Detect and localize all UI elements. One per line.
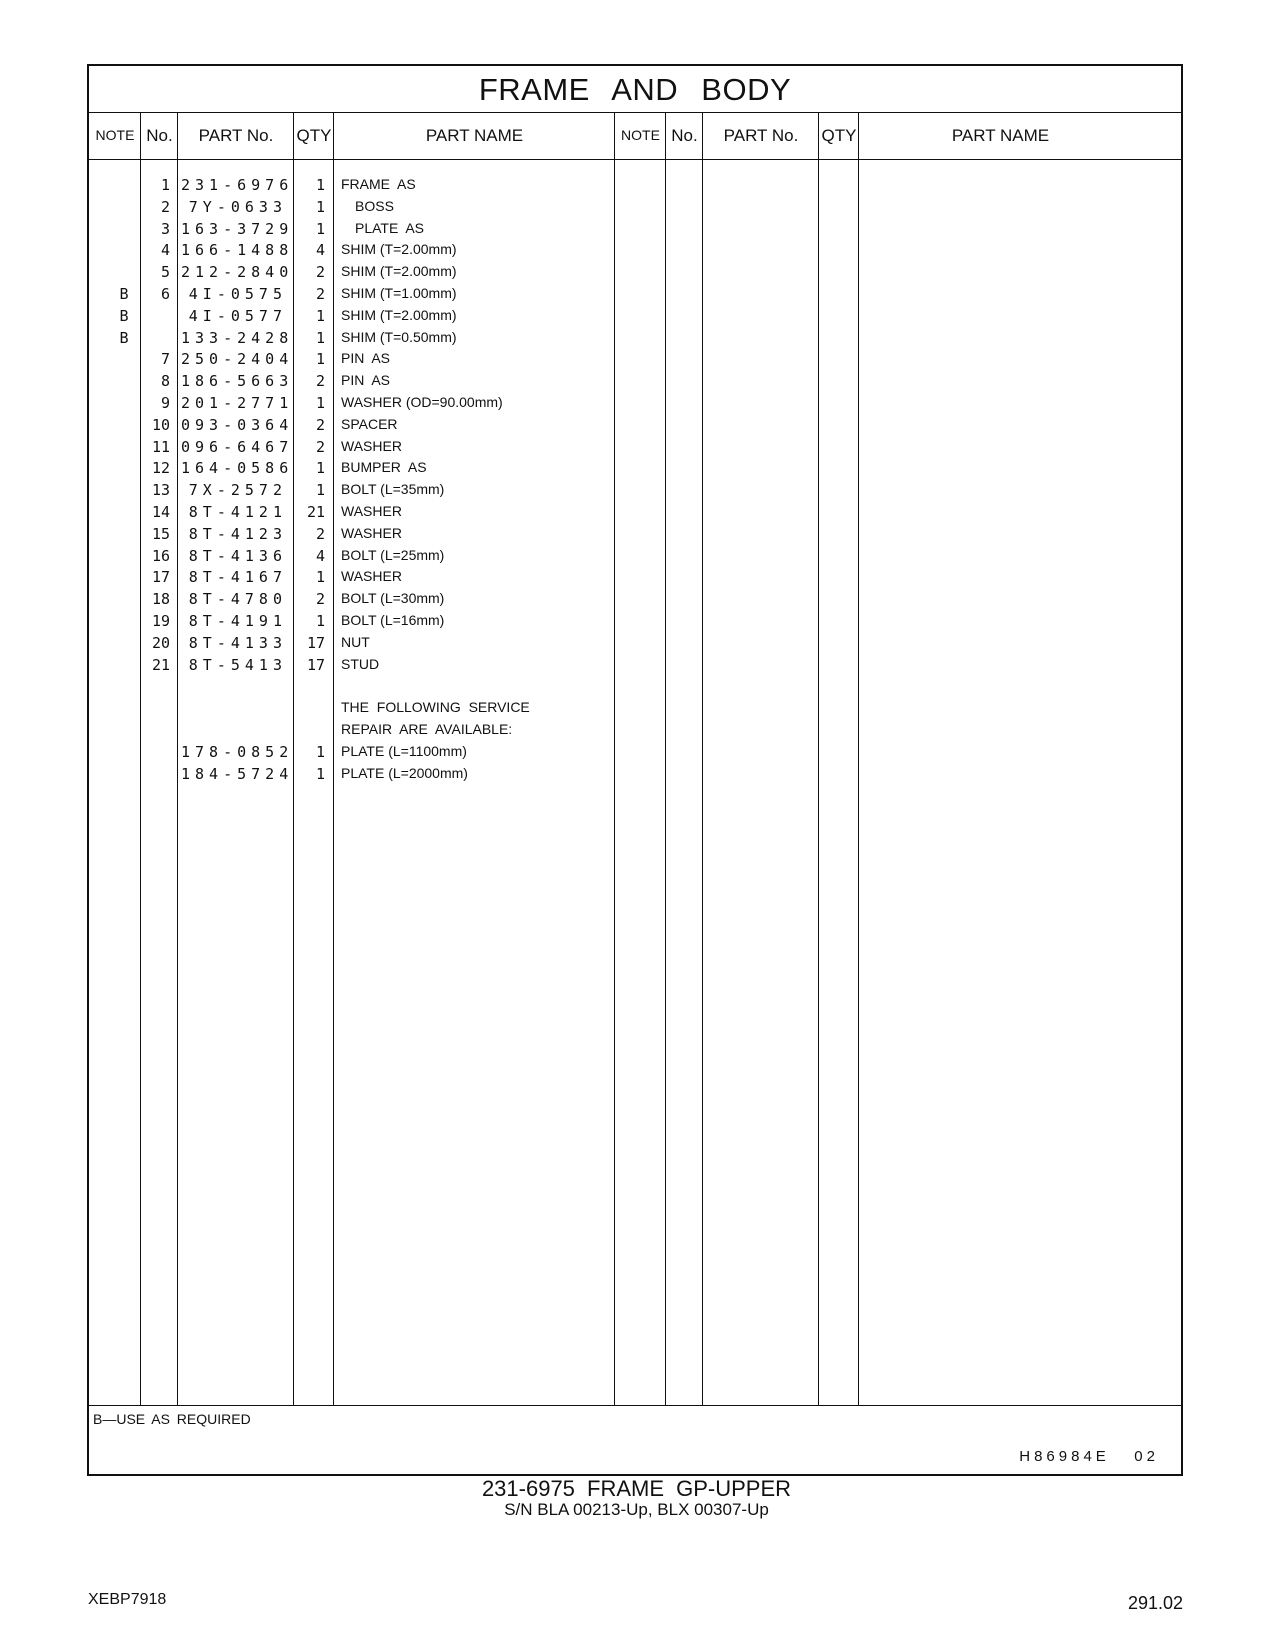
item-number: 8 <box>160 372 170 391</box>
part-number: 231-6976 <box>181 176 294 194</box>
table-row <box>89 588 649 610</box>
part-name: SHIM (T=2.00mm) <box>341 306 457 323</box>
item-number: 19 <box>151 612 170 630</box>
table-row <box>89 436 649 458</box>
table-row <box>89 261 649 283</box>
part-name: BOLT (L=25mm) <box>341 546 445 563</box>
item-number: 2 <box>160 197 170 216</box>
part-name: PLATE (L=2000mm) <box>341 764 468 781</box>
item-number: 13 <box>151 481 170 500</box>
item-number: 17 <box>151 568 170 587</box>
quantity: 2 <box>315 285 325 303</box>
header-qty: QTY <box>296 126 332 145</box>
table-row <box>89 370 649 392</box>
table-title: FRAME AND BODY <box>89 66 1181 113</box>
part-name: WASHER (OD=90.00mm) <box>341 394 503 410</box>
part-name: REPAIR ARE AVAILABLE: <box>341 721 513 737</box>
group-caption: 231-6975 FRAME GP-UPPER <box>481 1476 792 1501</box>
publication-number: XEBP7918 <box>88 1591 167 1608</box>
part-number: 184-5724 <box>181 764 294 783</box>
quantity: 2 <box>315 524 325 543</box>
quantity: 1 <box>315 481 325 500</box>
quantity: 2 <box>315 590 325 609</box>
part-name: PLATE (L=1100mm) <box>341 742 467 759</box>
header-part-name: PART NAME <box>425 126 524 145</box>
quantity: 4 <box>315 241 325 260</box>
header-no: No. <box>146 126 173 145</box>
quantity: 1 <box>315 197 325 216</box>
part-name: SPACER <box>341 415 398 432</box>
note-cell: B <box>119 285 129 303</box>
part-name: SHIM (T=2.00mm) <box>341 263 457 280</box>
quantity: 2 <box>315 263 325 282</box>
table-row <box>89 218 649 240</box>
note-cell: B <box>119 306 129 325</box>
quantity: 1 <box>315 350 325 369</box>
table-row <box>89 479 649 501</box>
table-header <box>89 112 1181 160</box>
quantity: 1 <box>315 764 325 783</box>
note-cell: B <box>119 328 129 347</box>
header-note: NOTE <box>95 127 135 143</box>
quantity: 2 <box>315 372 325 391</box>
table-row <box>89 457 649 479</box>
item-number: 15 <box>151 524 170 543</box>
part-number: 7Y-0633 <box>188 197 287 216</box>
serial-range: S/N BLA 00213-Up, BLX 00307-Up <box>504 1500 769 1519</box>
parts-table <box>87 64 1183 1476</box>
part-name: BUMPER AS <box>341 459 427 476</box>
table-row <box>89 283 649 305</box>
part-name: SHIM (T=1.00mm) <box>341 285 457 301</box>
part-name: BOSS <box>355 197 394 214</box>
part-name: THE FOLLOWING SERVICE <box>341 699 530 716</box>
table-row <box>89 501 649 523</box>
part-number: 8T-4191 <box>188 612 287 630</box>
item-number: 9 <box>160 394 170 412</box>
part-number: 8T-4167 <box>188 568 287 587</box>
column-divider <box>818 112 819 1405</box>
part-name: PIN AS <box>341 350 391 367</box>
table-row <box>89 348 649 370</box>
part-number: 178-0852 <box>181 742 294 761</box>
part-number: 166-1488 <box>181 241 294 260</box>
item-number: 21 <box>151 655 170 674</box>
item-number: 16 <box>151 546 170 565</box>
part-number: 8T-4133 <box>188 633 287 652</box>
item-number: 4 <box>160 241 170 260</box>
quantity: 1 <box>315 219 325 238</box>
item-number: 7 <box>160 350 170 369</box>
quantity: 2 <box>315 415 325 434</box>
part-number: 163-3729 <box>181 219 294 238</box>
part-name: STUD <box>341 655 380 672</box>
table-row <box>89 545 649 567</box>
part-number: 201-2771 <box>181 394 294 412</box>
footnote: B—USE AS REQUIRED <box>93 1411 251 1427</box>
part-number: 8T-4123 <box>188 524 287 543</box>
quantity: 2 <box>315 437 325 456</box>
table-row <box>89 196 649 218</box>
part-name: BOLT (L=35mm) <box>341 481 445 498</box>
part-number: 096-6467 <box>181 437 294 456</box>
column-divider <box>665 112 666 1405</box>
part-name: SHIM (T=2.00mm) <box>341 241 457 258</box>
part-number: 4I-0577 <box>188 306 287 325</box>
part-name: BOLT (L=30mm) <box>341 590 445 607</box>
item-number: 20 <box>151 633 170 652</box>
quantity: 17 <box>306 655 325 674</box>
part-number: 8T-5413 <box>188 655 287 674</box>
header-part-name-right: PART NAME <box>951 126 1050 145</box>
part-name: PLATE AS <box>355 219 424 236</box>
table-row <box>89 610 649 632</box>
table-row <box>89 414 649 436</box>
quantity: 17 <box>306 633 325 652</box>
item-number: 14 <box>151 503 170 521</box>
table-row <box>89 675 649 697</box>
table-row <box>89 523 649 545</box>
table-row <box>89 763 649 785</box>
part-number: 186-5663 <box>181 372 294 391</box>
quantity: 1 <box>315 742 325 761</box>
table-row <box>89 741 649 763</box>
part-number: 212-2840 <box>181 263 294 282</box>
part-name: BOLT (L=16mm) <box>341 612 445 628</box>
table-row <box>89 566 649 588</box>
part-number: 7X-2572 <box>188 481 287 500</box>
header-part-no: PART No. <box>198 126 274 145</box>
item-number: 3 <box>160 219 170 238</box>
drawing-code: H86984E 02 <box>1019 1448 1159 1465</box>
header-no-right: No. <box>671 126 698 145</box>
part-name: WASHER <box>341 524 402 541</box>
quantity: 1 <box>315 612 325 630</box>
table-row <box>89 632 649 654</box>
part-name: FRAME AS <box>341 176 416 192</box>
quantity: 1 <box>315 459 325 478</box>
part-number: 133-2428 <box>181 328 294 347</box>
part-name: WASHER <box>341 503 402 519</box>
item-number: 18 <box>151 590 170 609</box>
part-number: 093-0364 <box>181 415 294 434</box>
part-number: 8T-4136 <box>188 546 287 565</box>
quantity: 1 <box>315 568 325 587</box>
quantity: 1 <box>315 328 325 347</box>
table-row <box>89 392 649 414</box>
part-name: NUT <box>341 633 370 650</box>
item-number: 1 <box>160 176 170 194</box>
table-row <box>89 305 649 327</box>
item-number: 12 <box>151 459 170 478</box>
quantity: 1 <box>315 176 325 194</box>
table-row <box>89 697 649 719</box>
part-name: PIN AS <box>341 372 391 389</box>
part-number: 164-0586 <box>181 459 294 478</box>
quantity: 4 <box>315 546 325 565</box>
page-number: 291.02 <box>1127 1593 1183 1613</box>
header-part-no-right: PART No. <box>723 126 799 145</box>
item-number: 10 <box>151 415 170 434</box>
part-name: WASHER <box>341 568 402 585</box>
table-row <box>89 719 649 741</box>
table-row <box>89 327 649 349</box>
item-number: 6 <box>160 285 170 303</box>
item-number: 11 <box>151 437 170 456</box>
item-number: 5 <box>160 263 170 282</box>
table-row <box>89 239 649 261</box>
part-number: 4I-0575 <box>188 285 287 303</box>
part-number: 8T-4121 <box>188 503 287 521</box>
column-divider <box>858 112 859 1405</box>
quantity: 1 <box>315 306 325 325</box>
part-name: SHIM (T=0.50mm) <box>341 328 457 345</box>
part-number: 250-2404 <box>181 350 294 369</box>
quantity: 21 <box>306 503 325 521</box>
quantity: 1 <box>315 394 325 412</box>
column-divider <box>702 112 703 1405</box>
part-name: WASHER <box>341 437 402 454</box>
part-number: 8T-4780 <box>188 590 287 609</box>
header-qty-right: QTY <box>821 126 857 145</box>
table-footer-divider <box>89 1405 1181 1406</box>
table-row <box>89 174 649 196</box>
header-note-right: NOTE <box>621 127 660 143</box>
table-row <box>89 654 649 676</box>
